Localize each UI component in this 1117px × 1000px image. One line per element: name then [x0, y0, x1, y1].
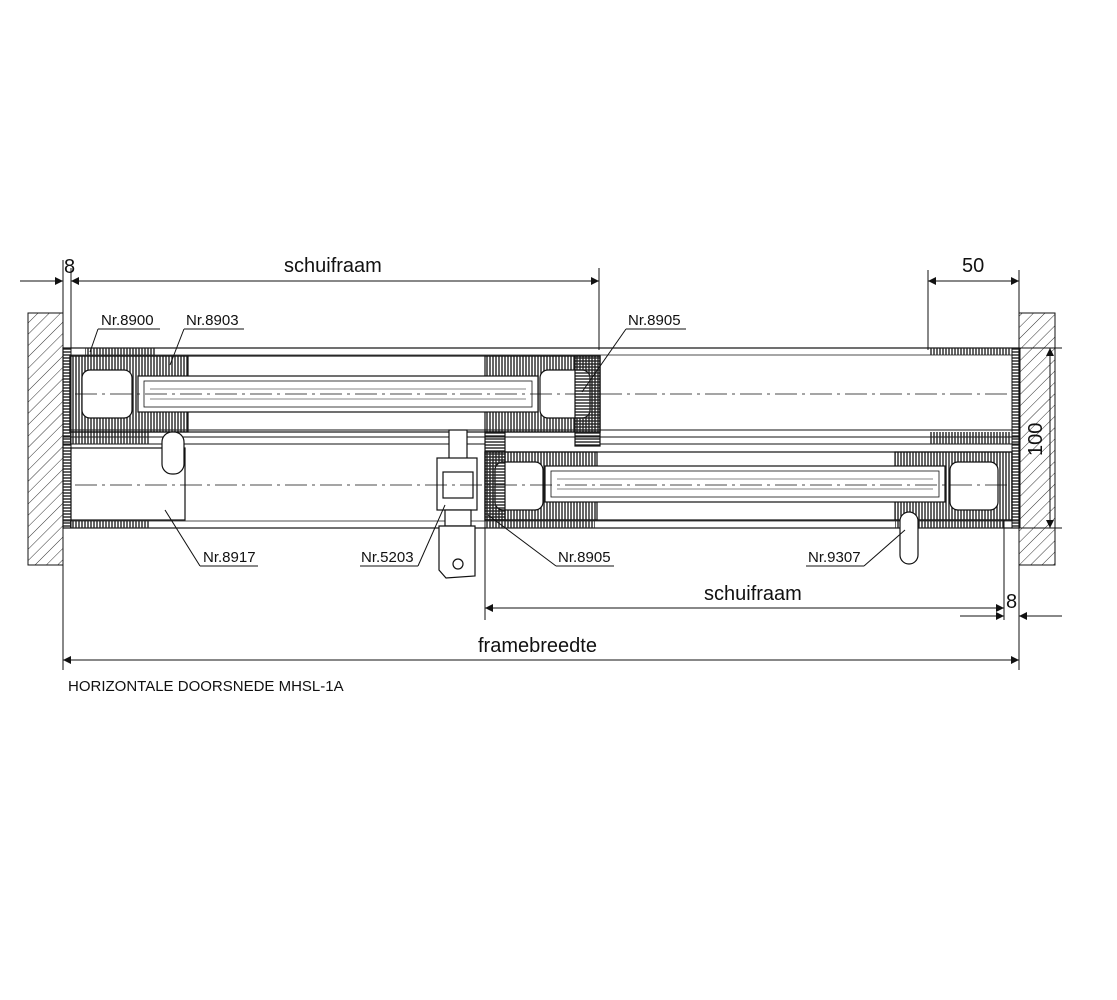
door-handle [900, 512, 918, 564]
end-block [71, 432, 185, 520]
dimension-right-offset: 8 [1006, 591, 1018, 613]
dimension-bottom-sash: schuifraam [704, 583, 802, 605]
part-label-8917: Nr.8917 [203, 549, 256, 566]
lock-cylinder [437, 430, 477, 578]
dimension-top-sash: schuifraam [284, 255, 382, 277]
dimension-overall: framebreedte [478, 635, 597, 657]
part-label-9307: Nr.9307 [808, 549, 861, 566]
dimension-height: 100 [1025, 422, 1047, 456]
top-sash [70, 356, 600, 446]
part-label-5203: Nr.5203 [361, 549, 414, 566]
left-wall [28, 313, 63, 565]
part-label-8905-top: Nr.8905 [628, 312, 681, 329]
part-label-8900: Nr.8900 [101, 312, 154, 329]
dimension-right-width: 50 [962, 255, 985, 277]
part-label-8903: Nr.8903 [186, 312, 239, 329]
dimension-left-offset: 8 [64, 256, 76, 278]
drawing-caption: HORIZONTALE DOORSNEDE MHSL-1A [68, 678, 344, 695]
part-label-8905-bottom: Nr.8905 [558, 549, 611, 566]
bottom-sash [485, 432, 1012, 520]
